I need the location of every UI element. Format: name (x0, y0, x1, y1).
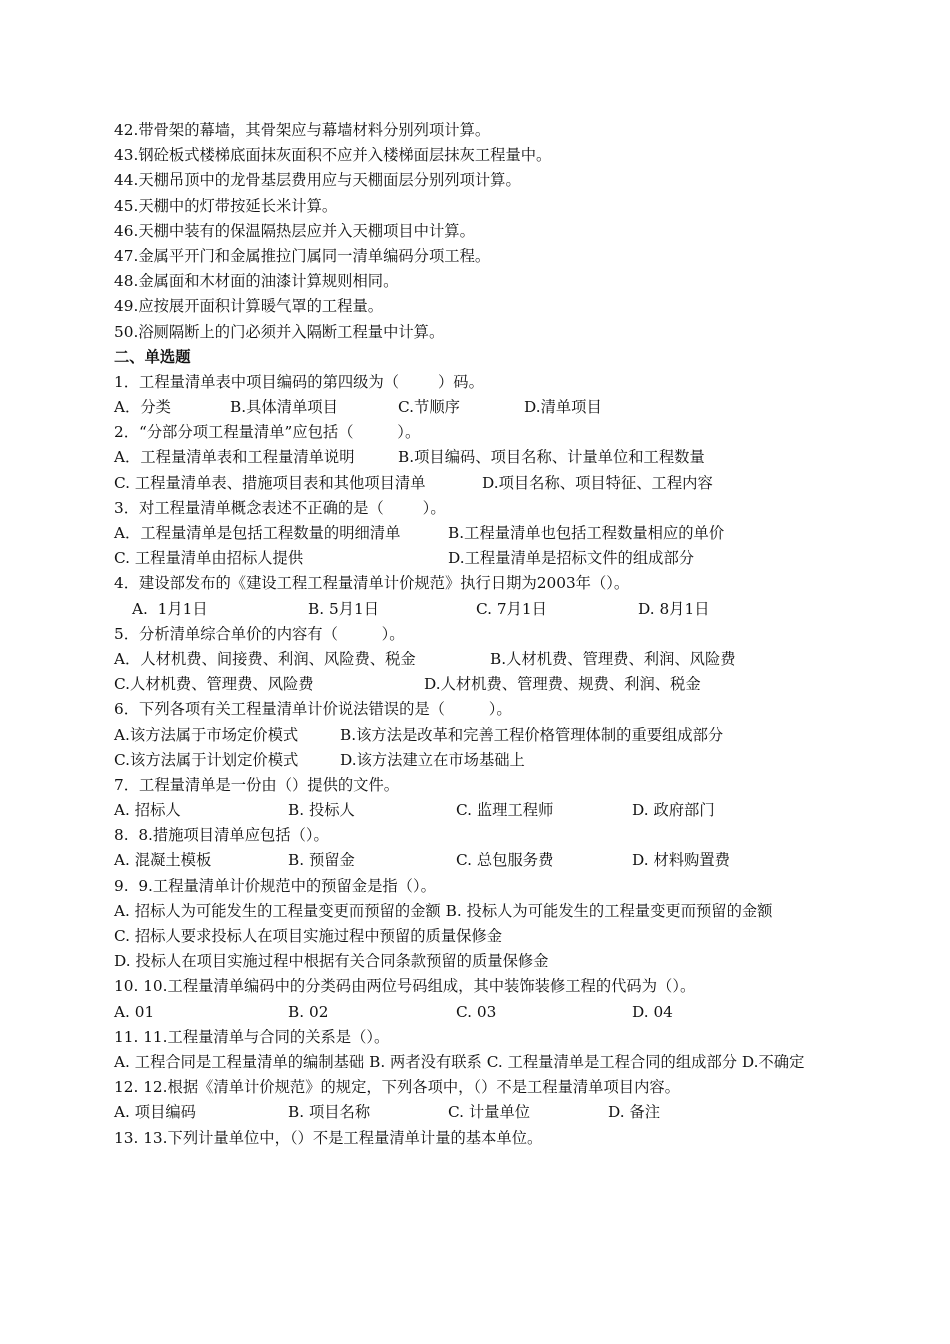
question-10-options (114, 1000, 834, 1025)
q7-option-c: C. 监理工程师 (456, 801, 554, 820)
q7-option-d: D. 政府部门 (632, 801, 715, 820)
q8-option-b: B. 预留金 (288, 851, 355, 870)
q6-option-d: D.该方法建立在市场基础上 (340, 750, 525, 769)
judgement-item-45: 45.天棚中的灯带按延长米计算。 (114, 196, 338, 215)
q2-option-d: D.项目名称、项目特征、工程内容 (482, 473, 713, 492)
judgement-list (114, 118, 834, 345)
judgement-item-44: 44.天棚吊顶中的龙骨基层费用应与天棚面层分别列项计算。 (114, 171, 521, 190)
judgement-item-47: 47.金属平开门和金属推拉门属同一清单编码分项工程。 (114, 246, 491, 265)
q12-option-d: D. 备注 (608, 1103, 661, 1122)
question-5-options-ab (114, 647, 834, 672)
question-9-stem: 9. 9.工程量清单计价规范中的预留金是指（）。 (114, 876, 436, 895)
question-9-option-d: D. 投标人在项目实施过程中根据有关合同条款预留的质量保修金 (114, 952, 549, 971)
q1-option-c: C.节顺序 (398, 398, 460, 417)
q10-option-b: B. 02 (288, 1002, 329, 1021)
question-4-options (114, 597, 834, 622)
judgement-item-46: 46.天棚中装有的保温隔热层应并入天棚项目中计算。 (114, 221, 475, 240)
q5-option-d: D.人材机费、管理费、规费、利润、税金 (424, 675, 701, 694)
document-page (114, 118, 834, 1151)
q3-option-d: D.工程量清单是招标文件的组成部分 (448, 549, 695, 568)
question-11-options: A. 工程合同是工程量清单的编制基础 B. 两者没有联系 C. 工程量清单是工程合同的组成部分 D.不确定 (114, 1052, 805, 1071)
q8-option-c: C. 总包服务费 (456, 851, 554, 870)
judgement-item-43: 43.钢砼板式楼梯底面抹灰面积不应并入楼梯面层抹灰工程量中。 (114, 146, 552, 165)
question-2-stem: 2．“分部分项工程量清单”应包括（ ）。 (114, 423, 421, 442)
q10-option-d: D. 04 (632, 1002, 673, 1021)
q6-option-c: C.该方法属于计划定价模式 (114, 750, 299, 769)
question-2-options-ab (114, 445, 834, 470)
judgement-item-48: 48.金属面和木材面的油漆计算规则相同。 (114, 272, 399, 291)
q4-option-d: D. 8月1日 (638, 599, 710, 618)
q12-option-c: C. 计量单位 (448, 1103, 531, 1122)
q1-option-b: B.具体清单项目 (230, 398, 338, 417)
q4-option-b: B. 5月1日 (308, 599, 380, 618)
question-9-option-c: C. 招标人要求投标人在项目实施过程中预留的质量保修金 (114, 927, 503, 946)
q7-option-b: B. 投标人 (288, 801, 355, 820)
question-4-stem: 4．建设部发布的《建设工程工程量清单计价规范》执行日期为2003年（）。 (114, 574, 630, 593)
q12-option-b: B. 项目名称 (288, 1103, 371, 1122)
question-7-options (114, 798, 834, 823)
question-10-stem: 10. 10.工程量清单编码中的分类码由两位号码组成，其中装饰装修工程的代码为（）。 (114, 977, 696, 996)
q4-option-a: A. 1月1日 (132, 599, 208, 618)
q7-option-a: A. 招标人 (114, 801, 181, 820)
question-8-stem: 8. 8.措施项目清单应包括（）。 (114, 826, 329, 845)
question-6-stem: 6．下列各项有关工程量清单计价说法错误的是（ ）。 (114, 700, 512, 719)
question-5-stem: 5．分析清单综合单价的内容有（ ）。 (114, 624, 405, 643)
question-8-options (114, 848, 834, 873)
question-1-stem: 1．工程量清单表中项目编码的第四级为（ ）码。 (114, 372, 484, 391)
q8-option-d: D. 材料购置费 (632, 851, 730, 870)
q6-option-b: B.该方法是改革和完善工程价格管理体制的重要组成部分 (340, 725, 724, 744)
q10-option-c: C. 03 (456, 1002, 497, 1021)
q2-option-c: C. 工程量清单表、措施项目表和其他项目清单 (114, 473, 426, 492)
question-9-options-ab: A. 招标人为可能发生的工程量变更而预留的金额 B. 投标人为可能发生的工程量变更而预留的金额 (114, 901, 773, 920)
q10-option-a: A. 01 (114, 1002, 155, 1021)
question-11-stem: 11. 11.工程量清单与合同的关系是（）。 (114, 1027, 390, 1046)
question-2-options-cd (114, 471, 834, 496)
q8-option-a: A. 混凝土模板 (114, 851, 212, 870)
question-12-options (114, 1100, 834, 1125)
question-6-options-ab (114, 723, 834, 748)
q2-option-a: A．工程量清单表和工程量清单说明 (114, 448, 355, 467)
q6-option-a: A.该方法属于市场定价模式 (114, 725, 299, 744)
judgement-item-42: 42.带骨架的幕墙，其骨架应与幕墙材料分别列项计算。 (114, 121, 491, 139)
question-3-stem: 3．对工程量清单概念表述不正确的是（ ）。 (114, 498, 446, 517)
q4-option-c: C. 7月1日 (476, 599, 547, 618)
judgement-item-50: 50.浴厕隔断上的门必须并入隔断工程量中计算。 (114, 322, 445, 341)
q3-option-c: C. 工程量清单由招标人提供 (114, 549, 304, 568)
q2-option-b: B.项目编码、项目名称、计量单位和工程数量 (398, 448, 705, 467)
question-12-stem: 12. 12.根据《清单计价规范》的规定，下列各项中，（）不是工程量清单项目内容。 (114, 1078, 680, 1097)
section-title: 二、单选题 (114, 347, 191, 366)
judgement-item-49: 49.应按展开面积计算暖气罩的工程量。 (114, 297, 384, 316)
q5-option-a: A．人材机费、间接费、利润、风险费、税金 (114, 649, 416, 668)
q3-option-a: A．工程量清单是包括工程数量的明细清单 (114, 524, 401, 542)
q5-option-c: C.人材机费、管理费、风险费 (114, 675, 314, 694)
question-5-options-cd (114, 672, 834, 697)
question-3-options-cd (114, 546, 834, 571)
q1-option-a: A．分类 (114, 398, 171, 417)
q3-option-b: B.工程量清单也包括工程数量相应的单价 (448, 524, 725, 542)
question-6-options-cd (114, 748, 834, 773)
q12-option-a: A. 项目编码 (114, 1103, 196, 1122)
question-13-stem: 13. 13.下列计量单位中，（）不是工程量清单计量的基本单位。 (114, 1128, 543, 1147)
q5-option-b: B.人材机费、管理费、利润、风险费 (490, 649, 736, 668)
question-7-stem: 7．工程量清单是一份由（）提供的文件。 (114, 775, 400, 794)
question-3-options-ab (114, 521, 834, 546)
q1-option-d: D.清单项目 (524, 398, 602, 417)
question-1-options (114, 395, 834, 420)
